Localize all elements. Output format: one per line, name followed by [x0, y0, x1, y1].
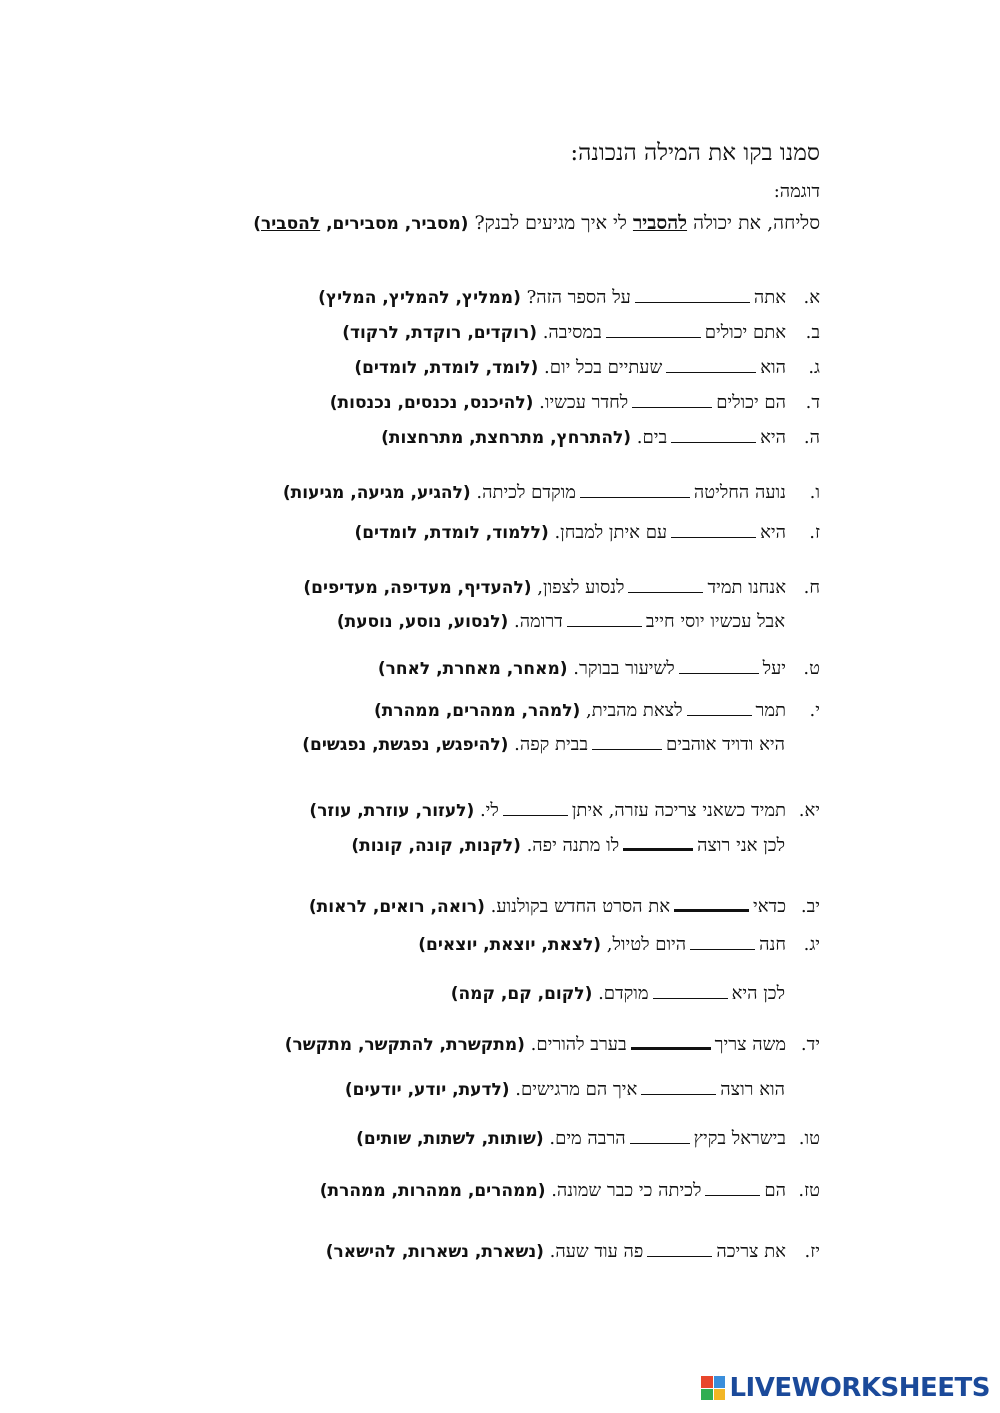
sentence-start: משה צריך — [714, 1034, 786, 1055]
sentence-start: הם יכולים — [716, 392, 786, 413]
sentence-start: לכן היא — [731, 983, 785, 1004]
sentence-start: תמר — [755, 700, 786, 721]
answer-blank[interactable] — [606, 323, 701, 338]
example-label: דוגמה: — [773, 181, 820, 202]
answer-options: (להיפגש, נפגשת, נפגשים) — [302, 735, 509, 755]
sentence-start: בישראל בקיץ — [693, 1128, 786, 1149]
exercise-row — [320, 1180, 820, 1201]
sentence-end: דרומה. — [508, 611, 563, 632]
exercise-row — [302, 734, 785, 755]
answer-options: (מתקשרת, להתקשר, מתקשר) — [284, 1035, 525, 1055]
exercise-row — [378, 658, 820, 679]
exercise-row — [337, 611, 785, 632]
sentence-start: אתה — [753, 287, 786, 308]
answer-blank[interactable] — [631, 1033, 711, 1050]
answer-options: (לקום, קם, קמה) — [450, 984, 593, 1004]
logo-text: LIVEWORKSHEETS — [729, 1373, 990, 1403]
sentence-end: שעתיים בכל יום. — [538, 357, 663, 378]
answer-options: (לקנות, קונה, קונות) — [351, 836, 521, 856]
sentence-end: מוקדם לכיתה. — [470, 482, 576, 503]
sentence-end: איך הם מרגישים. — [509, 1079, 638, 1100]
sentence-start: חנה — [759, 934, 786, 955]
sentence-start: היא — [760, 522, 786, 543]
sentence-start: את צריכה — [716, 1241, 786, 1262]
sentence-end: לו מתנה יפה. — [520, 835, 620, 856]
sentence-start: הם — [764, 1180, 786, 1201]
sentence-end: פה עוד שעה. — [543, 1241, 644, 1262]
exercise-row — [345, 1079, 785, 1100]
example-answer: להסביר — [632, 212, 688, 234]
answer-blank[interactable] — [690, 935, 755, 950]
answer-blank[interactable] — [679, 659, 759, 674]
sentence-end: לי. — [474, 800, 499, 821]
answer-options: (לצאת, יוצאת, יוצאים) — [418, 935, 602, 955]
sentence-start: אתם יכולים — [704, 322, 786, 343]
answer-blank[interactable] — [647, 1242, 712, 1257]
example-sentence — [253, 212, 820, 235]
sentence-end: לכיתה כי כבר שמונה. — [545, 1180, 702, 1201]
answer-blank[interactable] — [666, 358, 756, 373]
exercise-label: ג. — [808, 357, 820, 378]
exercise-label: ב. — [805, 322, 820, 343]
exercise-row — [354, 522, 820, 543]
answer-options: (לנסוע, נוסע, נוסעת) — [336, 612, 509, 632]
exercise-label: ז. — [809, 522, 820, 543]
exercise-label: ו. — [809, 482, 820, 503]
sentence-start: אנחנו תמיד — [707, 577, 786, 598]
answer-blank[interactable] — [623, 834, 693, 851]
exercise-label: ח. — [803, 577, 820, 598]
example-after: לי איך מגיעים לבנק? — [474, 212, 627, 234]
exercise-row — [309, 800, 820, 821]
answer-options: (רוקדים, רוקדת, לרקוד) — [342, 323, 537, 343]
exercise-row — [303, 577, 820, 598]
exercise-label: יב. — [800, 896, 820, 917]
exercise-row — [354, 357, 820, 378]
exercise-label: ט. — [803, 658, 820, 679]
answer-options: (להגיע, מגיעה, מגיעות) — [282, 483, 471, 503]
sentence-end: לחדר עכשיו. — [533, 392, 629, 413]
exercise-row — [418, 934, 820, 955]
answer-options: (נשארת, נשארות, להישאר) — [325, 1242, 544, 1262]
exercise-label: יז. — [804, 1241, 820, 1262]
sentence-end: בערב להורים. — [524, 1034, 627, 1055]
answer-blank[interactable] — [592, 735, 662, 750]
exercise-row — [309, 895, 820, 917]
answer-options: (לדעת, יודע, יודעים) — [344, 1080, 510, 1100]
exercise-label: יג. — [803, 934, 820, 955]
answer-blank[interactable] — [632, 393, 712, 408]
sentence-start: נועה החליטה — [693, 482, 786, 503]
sentence-start: לכן אני רוצה — [697, 835, 785, 856]
sentence-start: אבל עכשיו יוסי חייב — [645, 611, 785, 632]
exercise-label: ה. — [803, 427, 820, 448]
answer-options: (מאחר, מאחרת, לאחר) — [377, 659, 568, 679]
sentence-end: לשיעור בבוקר. — [567, 658, 675, 679]
sentence-start: היא — [760, 427, 786, 448]
answer-blank[interactable] — [635, 288, 750, 303]
sentence-end: על הספר הזה? — [520, 287, 631, 308]
example-before: סליחה, את יכולה — [693, 212, 820, 234]
exercise-row — [351, 834, 785, 856]
exercise-row — [330, 392, 820, 413]
answer-blank[interactable] — [674, 895, 749, 912]
answer-options: (להתרחץ, מתרחצת, מתרחצות) — [381, 428, 632, 448]
answer-blank[interactable] — [671, 428, 756, 443]
exercise-label: יד. — [800, 1034, 820, 1055]
exercise-label: ד. — [805, 392, 820, 413]
sentence-end: במסיבה. — [536, 322, 602, 343]
answer-blank[interactable] — [653, 984, 728, 999]
answer-blank[interactable] — [630, 1129, 690, 1144]
sentence-end: בבית קפה. — [508, 734, 589, 755]
sentence-start: תמיד כשאני צריכה עזרה, איתן — [571, 800, 786, 821]
liveworksheets-logo — [701, 1373, 990, 1403]
answer-blank[interactable] — [671, 523, 756, 538]
answer-options: (לעזור, עוזרת, עוזר) — [309, 801, 475, 821]
sentence-end: לנסוע לצפון, — [531, 577, 625, 598]
sentence-end: את הסרט החדש בקולנוע. — [484, 896, 671, 917]
answer-blank[interactable] — [567, 612, 642, 627]
answer-options: (רואה, רואים, לראות) — [308, 897, 485, 917]
answer-blank[interactable] — [580, 483, 690, 498]
example-options-prefix: (מסביר, מסבירים, — [326, 214, 469, 234]
exercise-row — [326, 1241, 820, 1262]
example-options-answer: להסביר — [261, 214, 321, 234]
sentence-end: הרבה מים. — [543, 1128, 626, 1149]
exercise-row — [285, 1033, 820, 1055]
exercise-label: יא. — [798, 800, 820, 821]
answer-options: (להיכנס, נכנסים, נכנסות) — [329, 393, 534, 413]
answer-options: (שותות, לשתות, שותים) — [356, 1129, 544, 1149]
exercise-row — [451, 983, 785, 1004]
exercise-row — [318, 287, 820, 308]
answer-blank[interactable] — [503, 801, 568, 816]
exercise-row — [374, 700, 820, 721]
sentence-end: עם איתן למבחן. — [548, 522, 668, 543]
sentence-start: הוא — [760, 357, 786, 378]
sentence-start: הוא רוצה — [720, 1079, 785, 1100]
answer-blank[interactable] — [705, 1181, 760, 1196]
sentence-end: בים. — [631, 427, 668, 448]
exercise-label: י. — [809, 700, 820, 721]
exercise-label: טז. — [798, 1180, 820, 1201]
example-options — [253, 214, 468, 234]
answer-options: (ללמוד, לומדת, לומדים) — [354, 523, 549, 543]
sentence-start: כדאי — [753, 896, 786, 917]
exercise-label: טו. — [798, 1128, 820, 1149]
exercise-row — [283, 482, 820, 503]
answer-options: (לומד, לומדת, לומדים) — [354, 358, 539, 378]
exercise-label: א. — [803, 287, 820, 308]
answer-blank[interactable] — [628, 578, 703, 593]
exercise-row — [356, 1128, 820, 1149]
exercise-row — [342, 322, 820, 343]
liveworksheets-logo-icon — [701, 1376, 725, 1400]
answer-blank[interactable] — [687, 701, 752, 716]
example-options-suffix: ) — [253, 214, 262, 234]
answer-options: (להעדיף, מעדיפה, מעדיפים) — [303, 578, 532, 598]
sentence-end: לצאת מהבית, — [580, 700, 683, 721]
sentence-end: היום לטיול, — [601, 934, 687, 955]
answer-options: (ממליץ, להמליץ, המליץ) — [318, 288, 521, 308]
page-title: סמנו בקו את המילה הנכונה: — [570, 140, 820, 166]
answer-options: (ממהרים, ממהרות, ממהרת) — [319, 1181, 546, 1201]
exercise-row — [381, 427, 820, 448]
sentence-start: היא ודויד אוהבים — [666, 734, 785, 755]
sentence-start: יעל — [762, 658, 786, 679]
answer-options: (למהר, ממהרים, ממהרת) — [374, 701, 581, 721]
sentence-end: מוקדם. — [592, 983, 649, 1004]
answer-blank[interactable] — [641, 1080, 716, 1095]
